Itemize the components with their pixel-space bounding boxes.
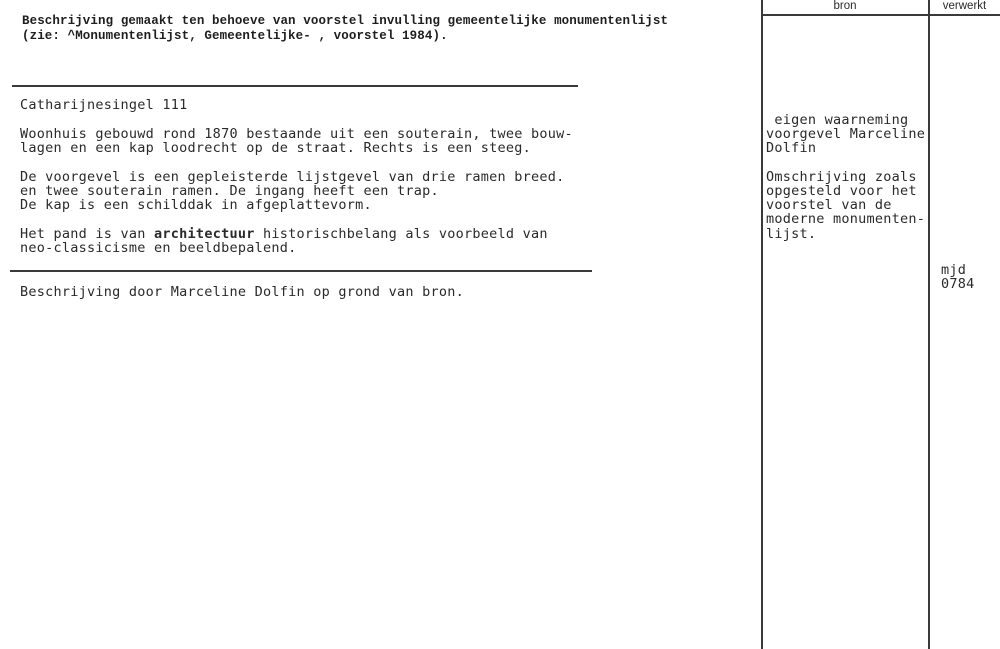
bron-note-2-line-1: Omschrijving zoals <box>766 169 917 185</box>
separator-rule-top <box>12 85 578 87</box>
bron-column-left-rule <box>761 0 763 649</box>
header-note-line-2: (zie: ^Monumentenlijst, Gemeentelijke- , voorstel 1984). <box>22 29 448 43</box>
verwerkt-initials: mjd <box>941 262 967 278</box>
paragraph-3-text-a: Het pand is van <box>20 226 155 242</box>
address-title: Catharijnesingel 111 <box>20 97 188 113</box>
paragraph-1-line-2: lagen en een kap loodrecht op de straat. Rechts is een steeg. <box>20 140 532 156</box>
verwerkt-date: 0784 <box>941 276 975 292</box>
paragraph-3-emphasis: architectuur <box>154 226 255 242</box>
paragraph-2-line-3: De kap is een schilddak in afgeplattevorm. <box>20 197 372 213</box>
bron-note-2-line-4: moderne monumenten- <box>766 211 926 227</box>
paragraph-3-text-b: historischbelang als voorbeeld van <box>254 226 548 242</box>
column-header-rule <box>761 14 1000 16</box>
bron-note-2-line-2: opgesteld voor het <box>766 183 917 199</box>
separator-rule-bottom <box>10 270 592 272</box>
header-note-line-1: Beschrijving gemaakt ten behoeve van voorstel invulling gemeentelijke monumentenlijst <box>22 14 669 28</box>
verwerkt-column-header: verwerkt <box>942 0 987 12</box>
bron-note-1-line-2: voorgevel Marceline <box>766 126 926 142</box>
paragraph-2-line-2: en twee souterain ramen. De ingang heeft een trap. <box>20 183 439 199</box>
bron-note-2-line-3: voorstel van de <box>766 197 892 213</box>
paragraph-2-line-1: De voorgevel is een gepleisterde lijstgevel van drie ramen breed. <box>20 169 565 185</box>
paragraph-3-line-2: neo-classicisme en beeldbepalend. <box>20 240 297 256</box>
bron-column-header: bron <box>833 0 857 12</box>
footer-attribution: Beschrijving door Marceline Dolfin op grond van bron. <box>20 284 465 300</box>
bron-note-2-line-5: lijst. <box>766 226 817 242</box>
paragraph-1-line-1: Woonhuis gebouwd rond 1870 bestaande uit een souterain, twee bouw- <box>20 126 573 142</box>
bron-note-1-line-3: Dolfin <box>766 140 817 156</box>
verwerkt-column-left-rule <box>928 0 930 649</box>
bron-note-1-line-1: eigen waarneming <box>766 112 909 128</box>
